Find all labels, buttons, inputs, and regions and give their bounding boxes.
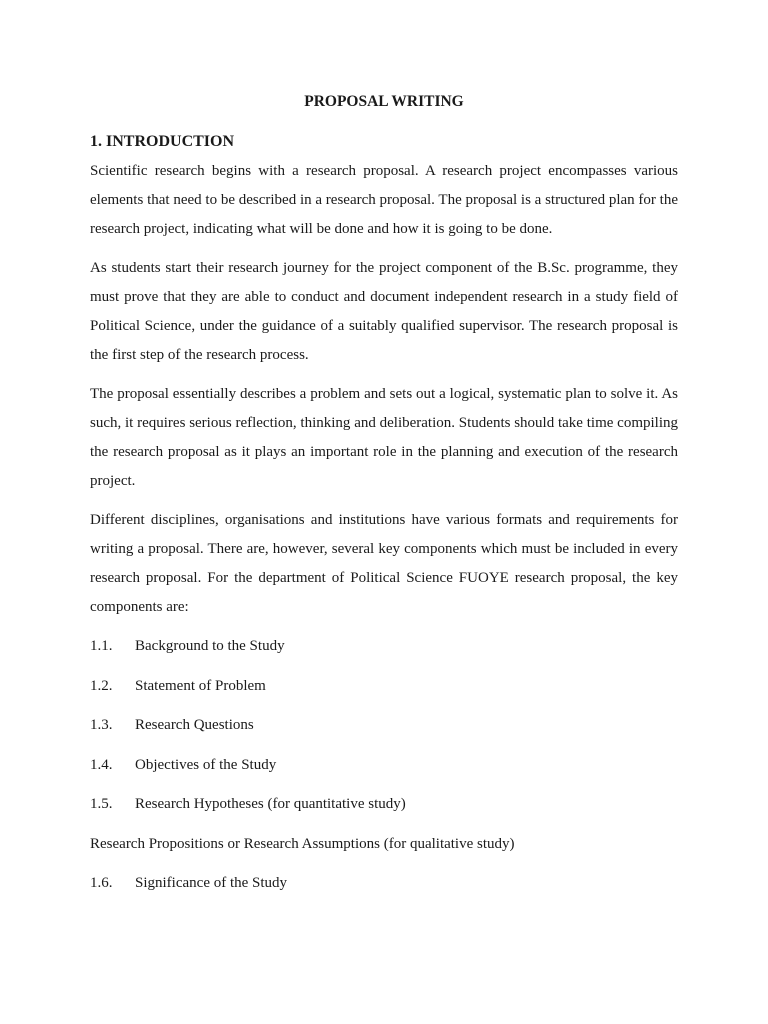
- list-item: [90, 672, 678, 701]
- list-item-text: Research Questions: [135, 717, 254, 733]
- list-item: [90, 632, 678, 661]
- list-item-text: Significance of the Study: [135, 875, 288, 891]
- paragraph-4: Different disciplines, organisations and institutions have various formats and requirements for writing a proposal. There are, however, several key components which must be included in every research proposal. For the department of Political Science FUOYE research proposal, the key components are:: [90, 512, 678, 615]
- document-page: [90, 90, 678, 909]
- list-item: [90, 751, 678, 780]
- list-item: [90, 711, 678, 740]
- section-heading-introduction: 1. INTRODUCTION: [90, 133, 235, 150]
- list-item-text: Statement of Problem: [135, 677, 266, 694]
- list-item-number: 1.1.: [90, 638, 113, 654]
- paragraph-3: The proposal essentially describes a problem and sets out a logical, systematic plan to solve it. As such, it requires serious reflection, thinking and deliberation. Students should take time compiling the research proposal as it plays an important role in the planning and execution of the research project.: [90, 386, 678, 489]
- list-item-number: 1.5.: [90, 796, 113, 812]
- list-item-text: Background to the Study: [135, 638, 285, 654]
- paragraph-1: Scientific research begins with a research proposal. A research project encompasses various elements that need to be described in a research proposal. The proposal is a structured plan for the research project, indicating what will be done and how it is going to be done.: [90, 163, 678, 237]
- list-item-number: 1.2.: [90, 677, 113, 694]
- list-item-text: Research Hypotheses (for quantitative study): [135, 796, 406, 812]
- list-item: [90, 869, 678, 898]
- list-item-number: 1.6.: [90, 875, 113, 891]
- list-item-number: 1.4.: [90, 756, 113, 773]
- list-item: [90, 790, 678, 819]
- paragraph-2: As students start their research journey for the project component of the B.Sc. programme, they must prove that they are able to conduct and document independent research in a study field of Political Science, under the guidance of a suitably qualified supervisor. The research proposal is the first step of the research process.: [90, 260, 678, 363]
- qualitative-study-note: Research Propositions or Research Assumptions (for qualitative study): [90, 835, 515, 852]
- list-item-text: Objectives of the Study: [135, 756, 277, 773]
- list-item-number: 1.3.: [90, 717, 113, 733]
- document-title: PROPOSAL WRITING: [304, 93, 464, 110]
